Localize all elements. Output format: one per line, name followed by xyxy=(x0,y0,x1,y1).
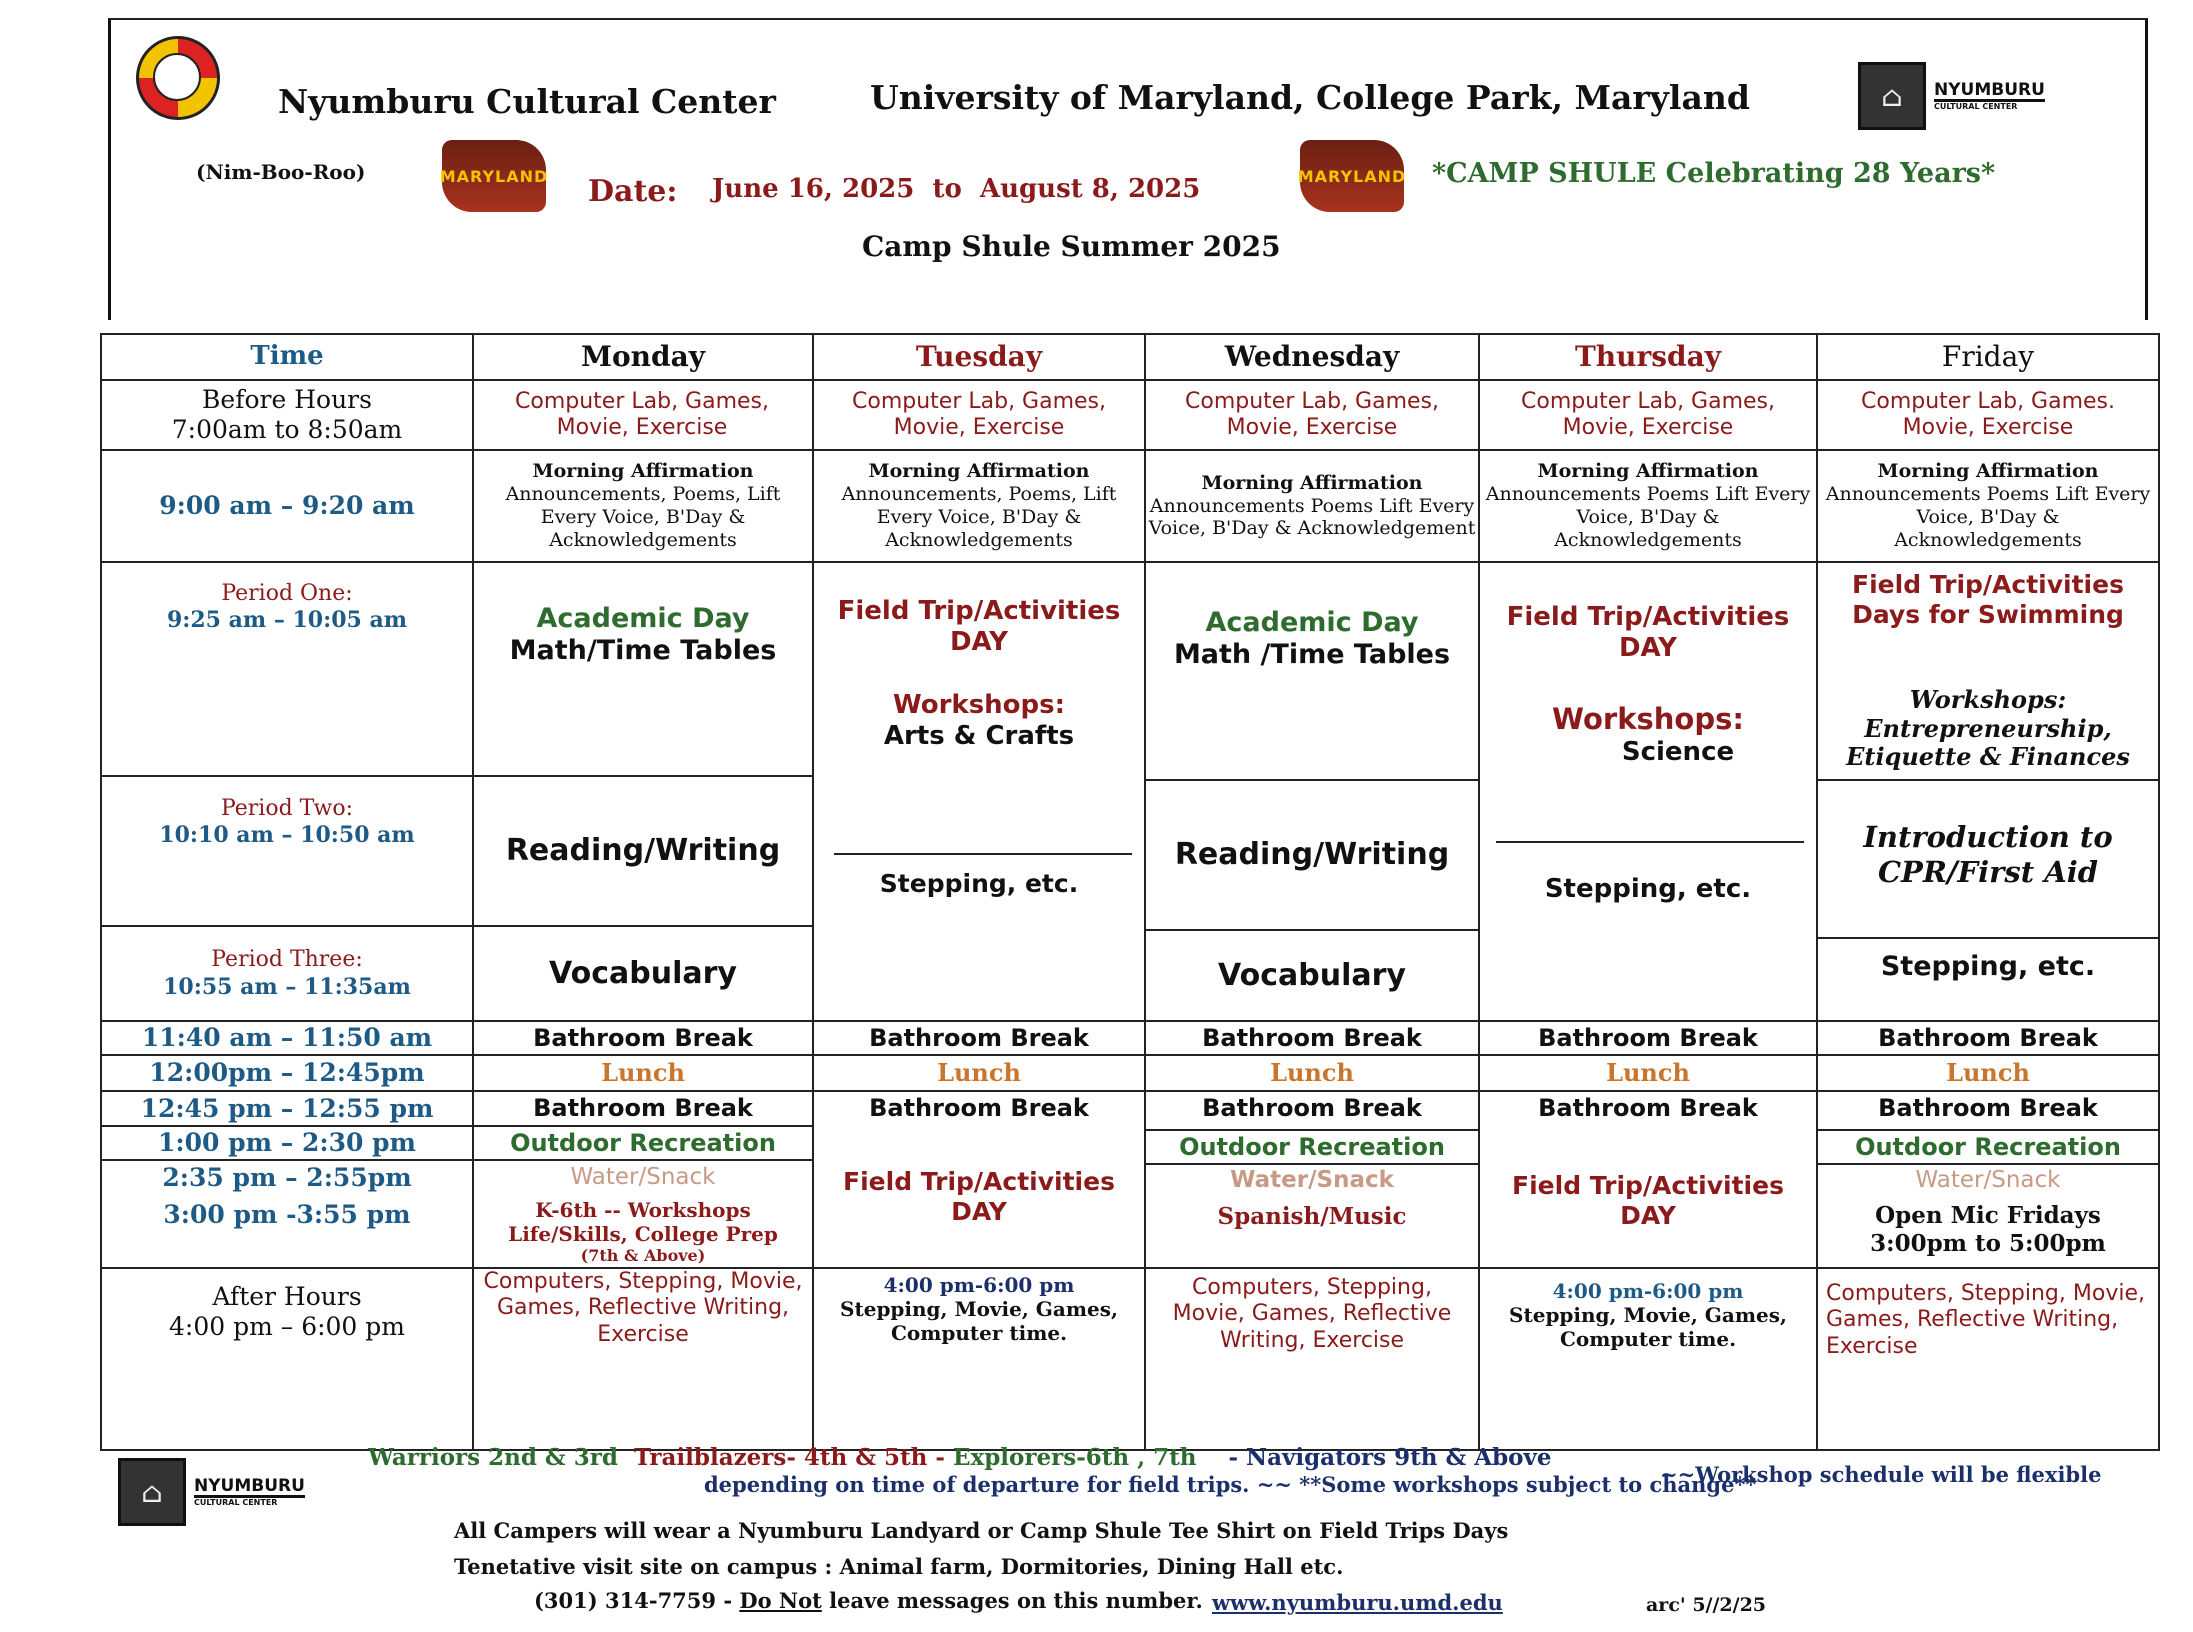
thursday-before: Computer Lab, Games, Movie, Exercise xyxy=(1521,388,1775,440)
monday-bathroom-1: Bathroom Break xyxy=(533,1023,753,1052)
pronunciation: (Nim-Boo-Roo) xyxy=(196,160,366,184)
umd-seal-logo xyxy=(136,36,220,120)
schedule-grid xyxy=(100,333,2160,1451)
thursday-field-trip: Field Trip/Activities DAY xyxy=(1506,601,1790,663)
friday-workshops: Workshops: Entrepreneurship, Etiquette & Finances xyxy=(1846,684,2130,772)
footer-nyumburu-logo: ⌂ NYUMBURU CULTURAL CENTER xyxy=(118,1458,305,1526)
monday-morning: Morning Affirmation Announcements, Poems, Lift Every Voice, B'Day & Acknowledgements xyxy=(505,460,781,551)
terrapin-logo-left: MARYLAND xyxy=(442,140,546,212)
day-header-friday: Friday xyxy=(1941,340,2035,374)
friday-field-trip: Field Trip/Activities Days for Swimming xyxy=(1852,570,2124,629)
wednesday-bathroom-2: Bathroom Break xyxy=(1202,1094,1422,1123)
tuesday-bathroom-1: Bathroom Break xyxy=(869,1023,1089,1052)
time-235: 2:35 pm – 2:55pm xyxy=(162,1163,412,1192)
thursday-bathroom-2: Bathroom Break xyxy=(1538,1094,1758,1123)
university-name: University of Maryland, College Park, Maryland xyxy=(870,78,1750,117)
friday-bathroom-1: Bathroom Break xyxy=(1878,1023,2098,1052)
house-icon: ⌂ xyxy=(1858,62,1926,130)
time-before-hours: Before Hours 7:00am to 8:50am xyxy=(171,385,403,444)
thursday-stepping: Stepping, etc. xyxy=(1544,874,1752,905)
day-header-tuesday: Tuesday xyxy=(915,340,1043,374)
time-period-three: Period Three: 10:55 am – 11:35am xyxy=(163,947,411,1000)
revision-mark: arc' 5//2/25 xyxy=(1646,1594,1767,1616)
date-value: June 16, 2025 to August 8, 2025 xyxy=(712,174,1201,204)
wednesday-bathroom-1: Bathroom Break xyxy=(1202,1023,1422,1052)
org-name: Nyumburu Cultural Center xyxy=(278,82,776,121)
thursday-morning: Morning Affirmation Announcements Poems Lift Every Voice, B'Day & Acknowledgements xyxy=(1485,460,1811,551)
monday-lunch: Lunch xyxy=(601,1057,685,1087)
time-1200: 12:00pm – 12:45pm xyxy=(149,1058,425,1087)
tuesday-workshops: Workshops: Arts & Crafts xyxy=(883,689,1075,751)
monday-after: Computers, Stepping, Movie, Games, Reflective Writing, Exercise xyxy=(483,1269,803,1347)
tuesday-lunch: Lunch xyxy=(937,1057,1021,1087)
friday-after: Computers, Stepping, Movie, Games, Reflective Writing, Exercise xyxy=(1826,1281,2145,1359)
tuesday-after: 4:00 pm-6:00 pm Stepping, Movie, Games, Computer time. xyxy=(840,1273,1118,1345)
friday-before: Computer Lab, Games. Movie, Exercise xyxy=(1861,388,2115,440)
tuesday-field-trip-pm: Field Trip/Activities DAY xyxy=(843,1167,1115,1226)
wednesday-period-one: Academic Day Math /Time Tables xyxy=(1173,606,1451,670)
wednesday-spanish: Spanish/Music xyxy=(1217,1203,1407,1231)
friday-stepping: Stepping, etc. xyxy=(1880,950,2096,982)
lanyard-note: All Campers will wear a Nyumburu Landyard or Camp Shule Tee Shirt on Field Trips Days xyxy=(454,1518,1509,1543)
visit-note: Tenetative visit site on campus : Animal farm, Dormitories, Dining Hall etc. xyxy=(454,1554,1344,1579)
tuesday-morning: Morning Affirmation Announcements, Poems, Lift Every Voice, B'Day & Acknowledgements xyxy=(841,460,1117,551)
friday-bathroom-2: Bathroom Break xyxy=(1878,1094,2098,1123)
monday-period-one: Academic Day Math/Time Tables xyxy=(509,602,777,666)
flex-note-2: depending on time of departure for field trips. ~~ **Some workshops subject to change** xyxy=(704,1472,1757,1497)
tuesday-field-trip: Field Trip/Activities DAY xyxy=(837,595,1121,657)
time-period-two: Period Two: 10:10 am – 10:50 am xyxy=(159,795,415,848)
wednesday-lunch: Lunch xyxy=(1270,1057,1354,1087)
wednesday-outdoor: Outdoor Recreation xyxy=(1179,1132,1445,1161)
house-icon: ⌂ xyxy=(118,1458,186,1526)
date-label: Date: xyxy=(588,174,678,209)
monday-workshops-pm: K-6th -- Workshops Life/Skills, College Prep (7th & Above) xyxy=(508,1198,778,1266)
thursday-lunch: Lunch xyxy=(1606,1057,1690,1087)
wednesday-after: Computers, Stepping, Movie, Games, Reflective Writing, Exercise xyxy=(1172,1275,1452,1353)
tuesday-stepping: Stepping, etc. xyxy=(879,869,1079,898)
thursday-field-trip-pm: Field Trip/Activities DAY xyxy=(1512,1171,1784,1230)
time-after-hours: After Hours 4:00 pm – 6:00 pm xyxy=(169,1282,405,1341)
time-300: 3:00 pm -3:55 pm xyxy=(163,1200,411,1229)
thursday-after: 4:00 pm-6:00 pm Stepping, Movie, Games, Computer time. xyxy=(1509,1279,1787,1351)
monday-period-two: Reading/Writing xyxy=(505,833,781,868)
thursday-bathroom-1: Bathroom Break xyxy=(1538,1023,1758,1052)
terrapin-logo-right: MARYLAND xyxy=(1300,140,1404,212)
wednesday-water: Water/Snack xyxy=(1230,1167,1394,1194)
friday-water: Water/Snack xyxy=(1915,1167,2061,1194)
age-groups: Warriors 2nd & 3rd Trailblazers- 4th & 5th - Explorers-6th , 7th - Navigators 9th & Above xyxy=(368,1444,1552,1471)
flex-note-1: ~~Workshop schedule will be flexible xyxy=(1660,1462,2102,1487)
nyumburu-logo: ⌂ NYUMBURU CULTURAL CENTER xyxy=(1858,62,2045,130)
day-header-wednesday: Wednesday xyxy=(1224,340,1400,374)
monday-bathroom-2: Bathroom Break xyxy=(533,1094,753,1123)
friday-morning: Morning Affirmation Announcements Poems Lift Every Voice, B'Day & Acknowledgements xyxy=(1825,460,2151,551)
time-header: Time xyxy=(250,341,324,372)
wednesday-period-two: Reading/Writing xyxy=(1174,837,1450,872)
celebration-text: *CAMP SHULE Celebrating 28 Years* xyxy=(1432,158,1996,189)
monday-water: Water/Snack xyxy=(570,1164,716,1191)
wednesday-period-three: Vocabulary xyxy=(1218,957,1406,993)
friday-lunch: Lunch xyxy=(1946,1057,2030,1087)
monday-before: Computer Lab, Games, Movie, Exercise xyxy=(515,388,769,440)
monday-outdoor: Outdoor Recreation xyxy=(510,1128,776,1157)
tuesday-bathroom-2: Bathroom Break xyxy=(869,1094,1089,1123)
time-1245: 12:45 pm – 12:55 pm xyxy=(140,1093,434,1123)
website-link[interactable]: www.nyumburu.umd.edu xyxy=(1212,1590,1503,1615)
time-period-one: Period One: 9:25 am – 10:05 am xyxy=(166,581,408,634)
thursday-workshops: Workshops: Science xyxy=(1552,702,1744,767)
day-header-monday: Monday xyxy=(580,340,706,374)
friday-open-mic: Open Mic Fridays 3:00pm to 5:00pm xyxy=(1870,1202,2106,1257)
schedule-title: Camp Shule Summer 2025 xyxy=(862,230,1281,263)
tuesday-before: Computer Lab, Games, Movie, Exercise xyxy=(852,388,1106,440)
time-100: 1:00 pm – 2:30 pm xyxy=(157,1128,416,1157)
wednesday-morning: Morning Affirmation Announcements Poems Lift Every Voice, B'Day & Acknowledgement xyxy=(1148,471,1476,540)
time-1140: 11:40 am – 11:50 am xyxy=(141,1023,433,1052)
time-morning: 9:00 am – 9:20 am xyxy=(159,491,415,520)
day-header-thursday: Thursday xyxy=(1574,340,1722,374)
phone-note: (301) 314-7759 - Do Not leave messages on this number. xyxy=(534,1588,1203,1613)
friday-outdoor: Outdoor Recreation xyxy=(1855,1132,2121,1161)
monday-period-three: Vocabulary xyxy=(549,955,737,991)
friday-cpr: Introduction to CPR/First Aid xyxy=(1863,820,2113,889)
wednesday-before: Computer Lab, Games, Movie, Exercise xyxy=(1185,388,1439,440)
